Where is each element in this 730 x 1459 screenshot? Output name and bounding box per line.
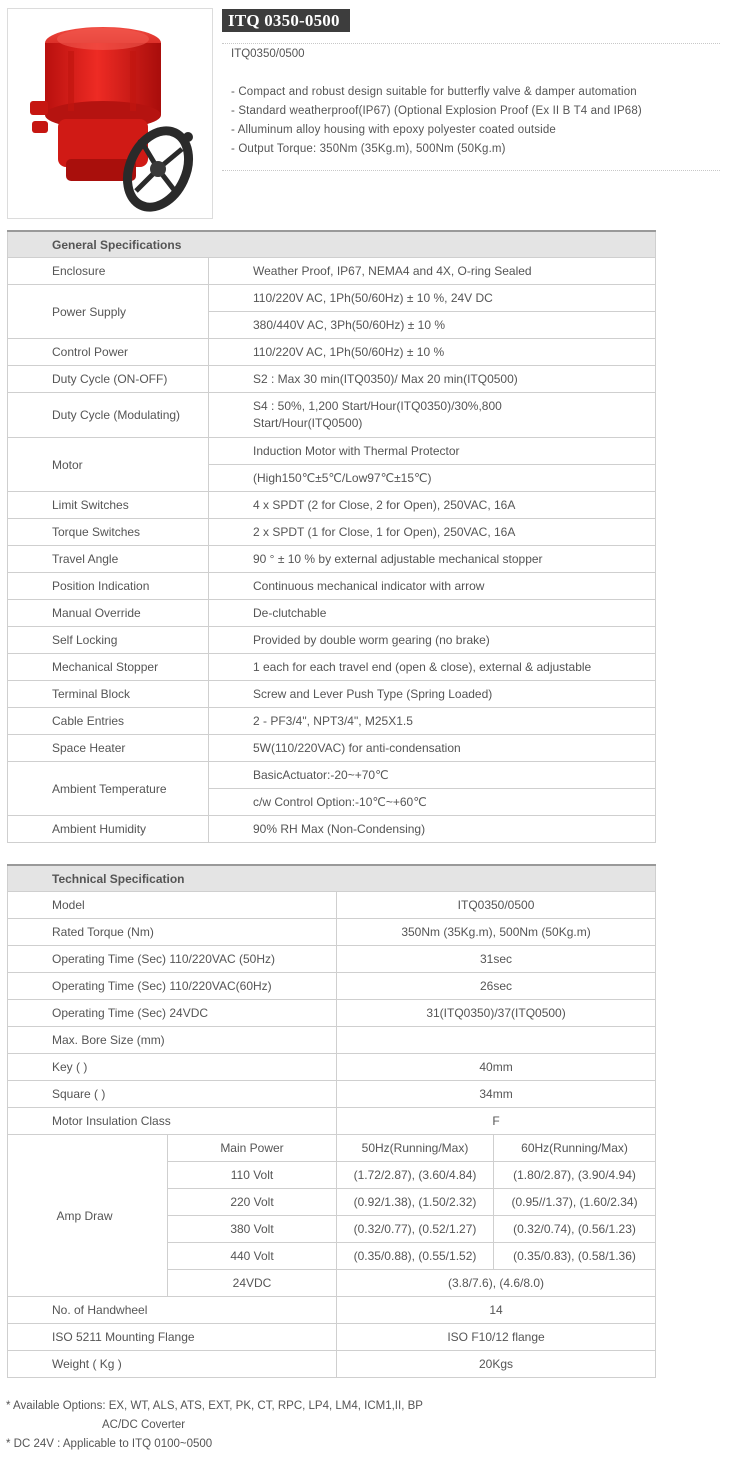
- spec-value: ISO F10/12 flange: [337, 1324, 656, 1351]
- spec-value: 5W(110/220VAC) for anti-condensation: [209, 735, 656, 762]
- spec-value: 380/440V AC, 3Ph(50/60Hz) ± 10 %: [209, 312, 656, 339]
- spec-value: Provided by double worm gearing (no brake): [209, 627, 656, 654]
- feature-item: - Output Torque: 350Nm (35Kg.m), 500Nm (50Kg.m): [231, 143, 506, 155]
- table-row: [8, 946, 656, 973]
- spec-label: Motor Insulation Class: [8, 1108, 337, 1135]
- spec-label: Control Power: [8, 339, 209, 366]
- spec-label: Operating Time (Sec) 24VDC: [8, 1000, 337, 1027]
- table-header: General Specifications: [8, 231, 656, 258]
- spec-label: Self Locking: [8, 627, 209, 654]
- table-row: [8, 339, 656, 366]
- spec-value: S2 : Max 30 min(ITQ0350)/ Max 20 min(ITQ0500): [209, 366, 656, 393]
- product-title: ITQ 0350-0500: [222, 9, 350, 32]
- table-row: [8, 1054, 656, 1081]
- spec-label: Position Indication: [8, 573, 209, 600]
- table-row: [8, 919, 656, 946]
- spec-label: No. of Handwheel: [8, 1297, 337, 1324]
- amp-volt: 24VDC: [168, 1270, 337, 1297]
- footnote-dc: * DC 24V : Applicable to ITQ 0100~0500: [6, 1438, 213, 1450]
- table-row: [8, 816, 656, 843]
- spec-value: [337, 1027, 656, 1054]
- spec-label: Model: [8, 892, 337, 919]
- spec-value: 2 x SPDT (1 for Close, 1 for Open), 250VAC, 16A: [209, 519, 656, 546]
- amp-value: (0.95//1.37), (1.60/2.34): [494, 1189, 656, 1216]
- spec-value: 26sec: [337, 973, 656, 1000]
- amp-head: 60Hz(Running/Max): [494, 1135, 656, 1162]
- table-row: [8, 1351, 656, 1378]
- spec-value: BasicActuator:-20~+70℃: [209, 762, 656, 789]
- spec-value: De-clutchable: [209, 600, 656, 627]
- spec-value: 34mm: [337, 1081, 656, 1108]
- divider: [222, 170, 720, 171]
- amp-value: (1.72/2.87), (3.60/4.84): [337, 1162, 494, 1189]
- table-row: [8, 573, 656, 600]
- table-row: [8, 546, 656, 573]
- general-specifications-table: [7, 230, 656, 843]
- spec-label: Key ( ): [8, 1054, 337, 1081]
- footnote-options: * Available Options: EX, WT, ALS, ATS, EXT, PK, CT, RPC, LP4, LM4, ICM1,II, BP: [6, 1400, 423, 1412]
- spec-value: Continuous mechanical indicator with arrow: [209, 573, 656, 600]
- model-line: ITQ0350/0500: [231, 48, 305, 60]
- table-row: [8, 438, 656, 465]
- spec-label: ISO 5211 Mounting Flange: [8, 1324, 337, 1351]
- amp-value: (3.8/7.6), (4.6/8.0): [337, 1270, 656, 1297]
- spec-label: Motor: [8, 438, 209, 492]
- feature-item: - Compact and robust design suitable for butterfly valve & damper automation: [231, 86, 637, 98]
- table-row: [8, 892, 656, 919]
- feature-list: [231, 83, 642, 159]
- feature-item: - Alluminum alloy housing with epoxy polyester coated outside: [231, 124, 556, 136]
- spec-value: 90% RH Max (Non-Condensing): [209, 816, 656, 843]
- table-row: [8, 1027, 656, 1054]
- amp-volt: 440 Volt: [168, 1243, 337, 1270]
- spec-label: Max. Bore Size (mm): [8, 1027, 337, 1054]
- table-row: [8, 973, 656, 1000]
- spec-value: 31sec: [337, 946, 656, 973]
- spec-label: Square ( ): [8, 1081, 337, 1108]
- table-row: [8, 519, 656, 546]
- amp-volt: 220 Volt: [168, 1189, 337, 1216]
- amp-value: (0.35/0.83), (0.58/1.36): [494, 1243, 656, 1270]
- actuator-illustration: [8, 9, 212, 218]
- spec-value: Induction Motor with Thermal Protector: [209, 438, 656, 465]
- spec-label: Operating Time (Sec) 110/220VAC(60Hz): [8, 973, 337, 1000]
- spec-label: Terminal Block: [8, 681, 209, 708]
- spec-value: 4 x SPDT (2 for Close, 2 for Open), 250VAC, 16A: [209, 492, 656, 519]
- spec-value: 14: [337, 1297, 656, 1324]
- table-row: [8, 735, 656, 762]
- table-row: [8, 627, 656, 654]
- feature-item: - Standard weatherproof(IP67) (Optional Explosion Proof (Ex II B T4 and IP68): [231, 105, 642, 117]
- spec-value: 90 ° ± 10 % by external adjustable mechanical stopper: [209, 546, 656, 573]
- spec-label: Power Supply: [8, 285, 209, 339]
- table-row: [8, 1108, 656, 1135]
- spec-label: Space Heater: [8, 735, 209, 762]
- table-row: [8, 1297, 656, 1324]
- spec-value: 31(ITQ0350)/37(ITQ0500): [337, 1000, 656, 1027]
- table-row: [8, 708, 656, 735]
- spec-label: Amp Draw: [8, 1135, 168, 1297]
- spec-value: (High150℃±5℃/Low97℃±15℃): [209, 465, 656, 492]
- amp-volt: 380 Volt: [168, 1216, 337, 1243]
- table-row: [8, 1000, 656, 1027]
- table-row: [8, 762, 656, 789]
- spec-value: c/w Control Option:-10℃~+60℃: [209, 789, 656, 816]
- spec-value: 20Kgs: [337, 1351, 656, 1378]
- spec-label: Ambient Humidity: [8, 816, 209, 843]
- spec-value: ITQ0350/0500: [337, 892, 656, 919]
- table-row: [8, 492, 656, 519]
- spec-label: Torque Switches: [8, 519, 209, 546]
- amp-volt: 110 Volt: [168, 1162, 337, 1189]
- amp-value: (0.32/0.74), (0.56/1.23): [494, 1216, 656, 1243]
- product-image: [7, 8, 213, 219]
- spec-label: Duty Cycle (Modulating): [8, 393, 209, 438]
- spec-value: [209, 393, 656, 438]
- table-row: [8, 285, 656, 312]
- amp-value: (0.92/1.38), (1.50/2.32): [337, 1189, 494, 1216]
- table-row: [8, 393, 656, 438]
- table-row: [8, 1324, 656, 1351]
- spec-value: 350Nm (35Kg.m), 500Nm (50Kg.m): [337, 919, 656, 946]
- spec-label: Cable Entries: [8, 708, 209, 735]
- divider: [222, 43, 720, 44]
- spec-value-line: S4 : 50%, 1,200 Start/Hour(ITQ0350)/30%,800: [253, 399, 502, 413]
- spec-label: Travel Angle: [8, 546, 209, 573]
- table-row: [8, 600, 656, 627]
- table-row: [8, 1135, 656, 1162]
- spec-value-line: Start/Hour(ITQ0500): [253, 416, 363, 430]
- spec-value: 40mm: [337, 1054, 656, 1081]
- spec-label: Manual Override: [8, 600, 209, 627]
- table-row: [8, 681, 656, 708]
- technical-specification-table: [7, 864, 656, 1378]
- footnote-options-cont: AC/DC Coverter: [102, 1419, 186, 1431]
- spec-value: 1 each for each travel end (open & close), external & adjustable: [209, 654, 656, 681]
- amp-head: Main Power: [168, 1135, 337, 1162]
- table-row: [8, 654, 656, 681]
- spec-label: Rated Torque (Nm): [8, 919, 337, 946]
- spec-value: Screw and Lever Push Type (Spring Loaded): [209, 681, 656, 708]
- spec-label: Enclosure: [8, 258, 209, 285]
- table-row: [8, 1081, 656, 1108]
- spec-label: Weight ( Kg ): [8, 1351, 337, 1378]
- spec-value: 110/220V AC, 1Ph(50/60Hz) ± 10 %, 24V DC: [209, 285, 656, 312]
- spec-label: Ambient Temperature: [8, 762, 209, 816]
- spec-label: Limit Switches: [8, 492, 209, 519]
- spec-value: F: [337, 1108, 656, 1135]
- table-row: [8, 258, 656, 285]
- amp-value: (1.80/2.87), (3.90/4.94): [494, 1162, 656, 1189]
- amp-value: (0.35/0.88), (0.55/1.52): [337, 1243, 494, 1270]
- table-header: Technical Specification: [8, 865, 656, 892]
- spec-label: Mechanical Stopper: [8, 654, 209, 681]
- spec-label: Operating Time (Sec) 110/220VAC (50Hz): [8, 946, 337, 973]
- amp-head: 50Hz(Running/Max): [337, 1135, 494, 1162]
- spec-value: 2 - PF3/4", NPT3/4", M25X1.5: [209, 708, 656, 735]
- amp-value: (0.32/0.77), (0.52/1.27): [337, 1216, 494, 1243]
- spec-label: Duty Cycle (ON-OFF): [8, 366, 209, 393]
- table-row: [8, 366, 656, 393]
- spec-value: 110/220V AC, 1Ph(50/60Hz) ± 10 %: [209, 339, 656, 366]
- spec-value: Weather Proof, IP67, NEMA4 and 4X, O-ring Sealed: [209, 258, 656, 285]
